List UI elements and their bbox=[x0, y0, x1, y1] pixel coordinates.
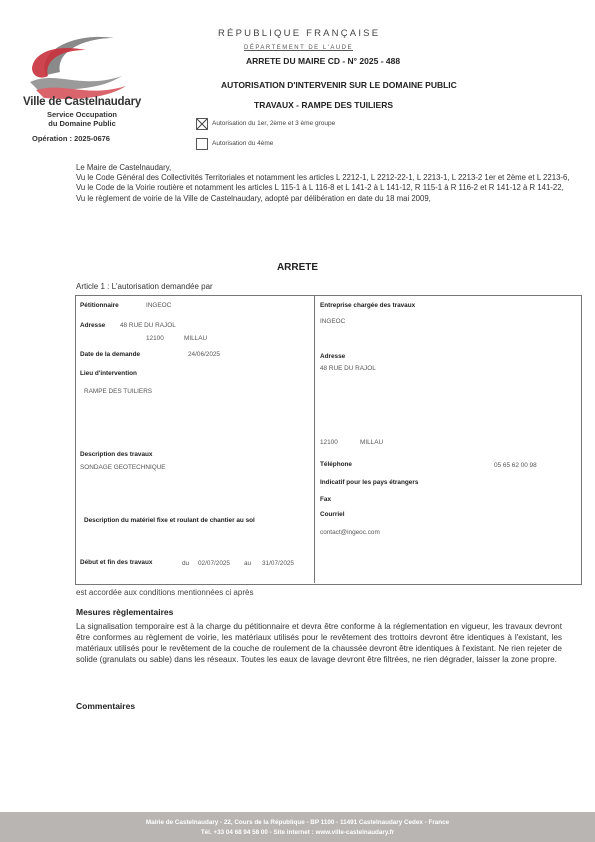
preamble-cgct: Vu le Code Général des Collectivités Territoriales et notamment les articles L 2212-1, L 2212-22-1, L 2213-1, L 2213-2 1er et 2ème et L 2213-6, bbox=[76, 173, 570, 183]
article-1: Article 1 : L'autorisation demandée par bbox=[76, 282, 213, 291]
au-label: au bbox=[244, 560, 252, 567]
entreprise-adresse-label: Adresse bbox=[320, 353, 346, 360]
entreprise-label: Entreprise chargée des travaux bbox=[320, 302, 416, 309]
courriel-value: contact@ingeoc.com bbox=[320, 529, 380, 536]
telephone-value: 05 65 62 00 98 bbox=[494, 462, 537, 469]
du-label: du bbox=[182, 560, 190, 567]
indicatif-label: Indicatif pour les pays étrangers bbox=[320, 479, 419, 486]
checkbox-label-groupe-4: Autorisation du 4ème bbox=[212, 140, 274, 147]
cp-value: 12100 bbox=[146, 335, 164, 342]
preamble-maire: Le Maire de Castelnaudary, bbox=[76, 163, 172, 172]
checkbox-label-groupe-1-2-3: Autorisation du 1er, 2ème et 3 ème groupe bbox=[212, 120, 336, 127]
petitionnaire-label: Pétitionnaire bbox=[80, 302, 119, 309]
entreprise-ville: MILLAU bbox=[360, 439, 384, 446]
mesures-text: La signalisation temporaire est à la charge du pétitionnaire et devra être conforme à la réglementation en vigueur, les travaux devront être conformes au règlement de voirie, les matériaux utilisés pour le revêtement des trottoirs devront être identiques à l'existant, les matériaux utilisés pour le revêtement de la couche de roulement de la chaussée devront être identiques à l'existant. Ne rien rejeter de solide (granulats ou sable) dans les réseaux. Toutes les eaux de lavage devront être filtrées, ne rien dégrader, laisser la zone propre. bbox=[76, 622, 562, 664]
lieu-value: RAMPE DES TUILIERS bbox=[84, 388, 153, 395]
telephone-label: Téléphone bbox=[320, 461, 352, 468]
entreprise-cp: 12100 bbox=[320, 439, 338, 446]
preamble-voirie: Vu le Code de la Voirie routière et notamment les articles L 115-1 à L 116-8 et L 141-2 à L 141-12, R 115-1 à R 116-2 et R 141-12 à R 141-22, bbox=[76, 183, 564, 193]
debut-fin-label: Début et fin des travaux bbox=[80, 559, 153, 566]
republique-francaise: RÉPUBLIQUE FRANÇAISE bbox=[218, 28, 381, 39]
materiel-label: Description du matériel fixe et roulant de chantier au sol bbox=[84, 517, 255, 524]
footer-contact: Tél. +33 04 68 94 58 00 - Site internet : www.ville-castelnaudary.fr bbox=[200, 829, 395, 836]
checkbox-groupe-1-2-3[interactable] bbox=[196, 118, 208, 130]
check-mark-icon bbox=[197, 119, 207, 129]
entreprise-adresse-value: 48 RUE DU RAJOL bbox=[320, 365, 376, 372]
arrete-heading: ARRETE bbox=[276, 262, 319, 273]
description-value: SONDAGE GEOTECHNIQUE bbox=[80, 464, 166, 471]
town-name: Ville de Castelnaudary bbox=[22, 96, 142, 108]
preamble-reglement: Vu le règlement de voirie de la Ville de Castelnaudary, adopté par délibération en date du 18 mai 2009, bbox=[76, 193, 431, 203]
debut-value: 02/07/2025 bbox=[198, 560, 230, 567]
adresse-label: Adresse bbox=[80, 322, 106, 329]
preamble bbox=[76, 163, 576, 204]
castelnaudary-logo bbox=[26, 30, 136, 100]
adresse-value: 48 RUE DU RAJOL bbox=[120, 322, 176, 329]
courriel-label: Courriel bbox=[320, 511, 345, 518]
petitionnaire-value: INGEOC bbox=[146, 302, 172, 309]
fax-label: Fax bbox=[320, 496, 332, 503]
date-demande-label: Date de la demande bbox=[80, 351, 141, 358]
service-line-2: du Domaine Public bbox=[48, 119, 116, 128]
footer-band bbox=[0, 812, 595, 842]
service-name bbox=[22, 110, 142, 128]
checkbox-groupe-4[interactable] bbox=[196, 138, 208, 150]
departement: DÉPARTEMENT DE L'AUDE bbox=[244, 45, 353, 51]
arrete-title: ARRETE DU MAIRE CD - N° 2025 - 488 bbox=[246, 56, 401, 66]
service-line-1: Service Occupation bbox=[46, 110, 118, 119]
mesures-heading: Mesures règlementaires bbox=[76, 607, 174, 617]
description-label: Description des travaux bbox=[80, 451, 153, 458]
logo-white-cut bbox=[66, 60, 102, 70]
date-demande-value: 24/06/2025 bbox=[188, 351, 220, 358]
footer-address: Mairie de Castelnaudary - 22, Cours de la République - BP 1100 - 11491 Castelnaudary Cedex - France bbox=[145, 819, 450, 826]
form-divider bbox=[314, 295, 315, 583]
operation-number: Opération : 2025-0676 bbox=[32, 134, 110, 143]
ville-value: MILLAU bbox=[184, 335, 208, 342]
fin-value: 31/07/2025 bbox=[262, 560, 294, 567]
conditions-text: est accordée aux conditions mentionnées ci après bbox=[76, 588, 254, 597]
autorisation-title: AUTORISATION D'INTERVENIR SUR LE DOMAINE PUBLIC bbox=[221, 80, 457, 90]
travaux-title: TRAVAUX - RAMPE DES TUILIERS bbox=[254, 100, 393, 110]
entreprise-value: INGEOC bbox=[320, 318, 346, 325]
commentaires-heading: Commentaires bbox=[76, 701, 136, 711]
lieu-label: Lieu d'intervention bbox=[80, 370, 137, 377]
